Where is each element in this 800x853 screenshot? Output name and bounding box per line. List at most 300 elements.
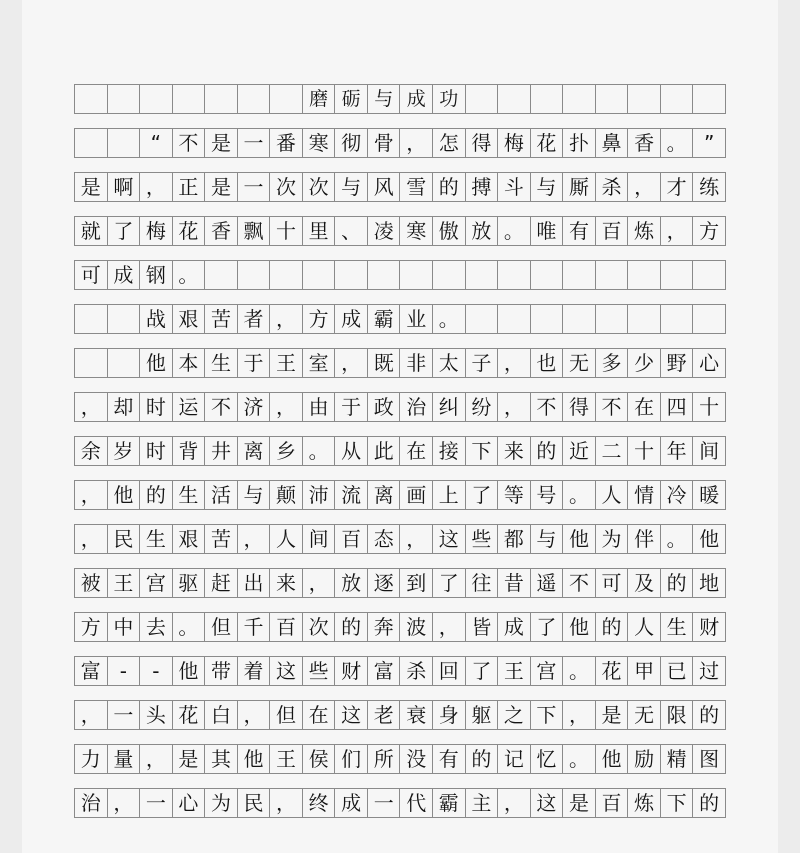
grid-cell: 为 xyxy=(596,525,629,553)
grid-cell: ， xyxy=(140,173,173,201)
grid-cell: 厮 xyxy=(563,173,596,201)
grid-cell: 民 xyxy=(238,789,271,817)
grid-cell: 精 xyxy=(661,745,694,773)
text-line xyxy=(74,612,726,642)
grid-cell: 百 xyxy=(270,613,303,641)
grid-cell: 千 xyxy=(238,613,271,641)
grid-cell: 无 xyxy=(563,349,596,377)
grid-cell: ， xyxy=(270,305,303,333)
grid-cell: 流 xyxy=(335,481,368,509)
grid-cell: 于 xyxy=(335,393,368,421)
grid-cell: 人 xyxy=(596,481,629,509)
grid-cell: 彻 xyxy=(335,129,368,157)
grid-cell: 成 xyxy=(335,305,368,333)
grid-cell: 这 xyxy=(270,657,303,685)
grid-cell: 纠 xyxy=(433,393,466,421)
grid-cell: 是 xyxy=(75,173,108,201)
grid-cell: 甲 xyxy=(628,657,661,685)
grid-cell: 百 xyxy=(596,789,629,817)
grid-cell: 财 xyxy=(693,613,726,641)
grid-cell: 的 xyxy=(596,613,629,641)
grid-cell: 上 xyxy=(433,481,466,509)
grid-cell: ， xyxy=(400,525,433,553)
grid-cell: ， xyxy=(270,789,303,817)
grid-cell: 主 xyxy=(466,789,499,817)
grid-cell: ， xyxy=(335,349,368,377)
grid-cell xyxy=(596,305,629,333)
grid-cell xyxy=(596,261,629,289)
grid-cell: 躯 xyxy=(466,701,499,729)
grid-cell: 飘 xyxy=(238,217,271,245)
grid-cell: ， xyxy=(433,613,466,641)
grid-cell: 生 xyxy=(173,481,206,509)
grid-cell: 生 xyxy=(140,525,173,553)
grid-cell: 王 xyxy=(270,349,303,377)
grid-cell: 。 xyxy=(173,261,206,289)
grid-cell: 王 xyxy=(108,569,141,597)
grid-cell xyxy=(628,85,661,113)
grid-cell xyxy=(238,261,271,289)
grid-cell: 花 xyxy=(173,217,206,245)
grid-cell: 不 xyxy=(531,393,564,421)
grid-cell xyxy=(75,349,108,377)
grid-cell xyxy=(661,261,694,289)
grid-cell: 量 xyxy=(108,745,141,773)
title-row xyxy=(74,84,726,114)
grid-cell xyxy=(466,85,499,113)
grid-cell: 十 xyxy=(270,217,303,245)
grid-cell: 怎 xyxy=(433,129,466,157)
grid-cell: 在 xyxy=(303,701,336,729)
grid-cell: 背 xyxy=(173,437,206,465)
grid-cell: 他 xyxy=(238,745,271,773)
grid-cell: 些 xyxy=(466,525,499,553)
grid-cell: 纷 xyxy=(466,393,499,421)
grid-cell: 。 xyxy=(661,129,694,157)
grid-cell: 逐 xyxy=(368,569,401,597)
grid-cell: 其 xyxy=(205,745,238,773)
grid-cell: 政 xyxy=(368,393,401,421)
grid-cell xyxy=(108,129,141,157)
grid-cell xyxy=(466,261,499,289)
grid-cell: ， xyxy=(498,789,531,817)
text-line xyxy=(74,348,726,378)
grid-cell xyxy=(693,261,726,289)
grid-cell: 次 xyxy=(270,173,303,201)
grid-cell: ， xyxy=(498,393,531,421)
grid-cell: 限 xyxy=(661,701,694,729)
grid-cell: 钢 xyxy=(140,261,173,289)
grid-cell: ， xyxy=(75,393,108,421)
grid-cell: 花 xyxy=(531,129,564,157)
grid-cell xyxy=(498,305,531,333)
grid-cell: 这 xyxy=(531,789,564,817)
grid-cell: 凌 xyxy=(368,217,401,245)
grid-cell: 但 xyxy=(205,613,238,641)
grid-cell: 。 xyxy=(563,745,596,773)
grid-cell: 沛 xyxy=(303,481,336,509)
grid-cell: 成 xyxy=(335,789,368,817)
grid-cell xyxy=(628,261,661,289)
grid-cell: 去 xyxy=(140,613,173,641)
grid-cell: 一 xyxy=(238,173,271,201)
text-line xyxy=(74,568,726,598)
grid-cell: 鼻 xyxy=(596,129,629,157)
grid-cell: 画 xyxy=(400,481,433,509)
grid-cell: ， xyxy=(563,701,596,729)
grid-cell: 白 xyxy=(205,701,238,729)
grid-cell: 得 xyxy=(466,129,499,157)
grid-cell xyxy=(498,261,531,289)
title-char: 功 xyxy=(433,85,466,113)
grid-cell xyxy=(498,85,531,113)
grid-cell: 驱 xyxy=(173,569,206,597)
grid-cell: 乡 xyxy=(270,437,303,465)
grid-cell xyxy=(270,261,303,289)
grid-cell: 为 xyxy=(205,789,238,817)
grid-cell: 雪 xyxy=(400,173,433,201)
grid-cell: 可 xyxy=(596,569,629,597)
grid-cell: 已 xyxy=(661,657,694,685)
grid-cell: 一 xyxy=(140,789,173,817)
grid-cell: 们 xyxy=(335,745,368,773)
grid-cell: 运 xyxy=(173,393,206,421)
grid-cell xyxy=(205,85,238,113)
grid-cell: 。 xyxy=(498,217,531,245)
grid-cell: 十 xyxy=(693,393,726,421)
text-line xyxy=(74,172,726,202)
grid-cell xyxy=(563,261,596,289)
grid-cell: 到 xyxy=(400,569,433,597)
grid-cell: 者 xyxy=(238,305,271,333)
grid-cell: 骨 xyxy=(368,129,401,157)
text-line xyxy=(74,788,726,818)
grid-cell: 皆 xyxy=(466,613,499,641)
grid-cell: 不 xyxy=(173,129,206,157)
grid-cell: - xyxy=(108,657,141,685)
grid-cell: 离 xyxy=(238,437,271,465)
grid-cell: 炼 xyxy=(628,217,661,245)
grid-cell: 老 xyxy=(368,701,401,729)
text-line xyxy=(74,480,726,510)
text-line xyxy=(74,128,726,158)
grid-cell: 。 xyxy=(433,305,466,333)
grid-cell: 冷 xyxy=(661,481,694,509)
text-line xyxy=(74,260,726,290)
grid-cell: 寒 xyxy=(400,217,433,245)
grid-cell xyxy=(368,261,401,289)
grid-cell: 富 xyxy=(75,657,108,685)
grid-cell: 下 xyxy=(531,701,564,729)
grid-cell: 所 xyxy=(368,745,401,773)
grid-cell: 太 xyxy=(433,349,466,377)
grid-cell: 与 xyxy=(531,525,564,553)
grid-cell: 非 xyxy=(400,349,433,377)
grid-cell: 霸 xyxy=(368,305,401,333)
grid-cell: 时 xyxy=(140,437,173,465)
grid-cell: 十 xyxy=(628,437,661,465)
manuscript-grid xyxy=(74,84,726,832)
grid-cell: ， xyxy=(270,393,303,421)
grid-cell xyxy=(205,261,238,289)
text-line xyxy=(74,744,726,774)
grid-cell: 了 xyxy=(531,613,564,641)
grid-cell xyxy=(596,85,629,113)
grid-cell: 了 xyxy=(108,217,141,245)
grid-cell: 斗 xyxy=(498,173,531,201)
grid-cell: 情 xyxy=(628,481,661,509)
grid-cell: 人 xyxy=(628,613,661,641)
grid-cell: 从 xyxy=(335,437,368,465)
grid-cell: 下 xyxy=(466,437,499,465)
grid-cell: 得 xyxy=(563,393,596,421)
text-line xyxy=(74,436,726,466)
grid-cell: 、 xyxy=(335,217,368,245)
grid-cell: 过 xyxy=(693,657,726,685)
grid-cell: 他 xyxy=(693,525,726,553)
title-char: 磨 xyxy=(303,85,336,113)
grid-cell: 是 xyxy=(563,789,596,817)
grid-cell: 放 xyxy=(335,569,368,597)
grid-cell: 成 xyxy=(108,261,141,289)
grid-cell: 治 xyxy=(75,789,108,817)
grid-cell: 番 xyxy=(270,129,303,157)
grid-cell: 是 xyxy=(173,745,206,773)
grid-cell: 无 xyxy=(628,701,661,729)
grid-cell xyxy=(75,305,108,333)
grid-cell: 他 xyxy=(563,613,596,641)
grid-cell: 业 xyxy=(400,305,433,333)
grid-cell: 傲 xyxy=(433,217,466,245)
grid-cell: ， xyxy=(238,701,271,729)
grid-cell: 他 xyxy=(596,745,629,773)
grid-cell: 与 xyxy=(531,173,564,201)
grid-cell: 放 xyxy=(466,217,499,245)
grid-cell: 有 xyxy=(433,745,466,773)
grid-cell: 的 xyxy=(466,745,499,773)
grid-cell: 的 xyxy=(433,173,466,201)
grid-cell: 寒 xyxy=(303,129,336,157)
grid-cell: ， xyxy=(238,525,271,553)
text-line xyxy=(74,524,726,554)
grid-cell: 是 xyxy=(205,129,238,157)
grid-cell: 啊 xyxy=(108,173,141,201)
grid-cell: 霸 xyxy=(433,789,466,817)
title-char: 成 xyxy=(400,85,433,113)
grid-cell: 本 xyxy=(173,349,206,377)
grid-cell: 等 xyxy=(498,481,531,509)
grid-cell xyxy=(433,261,466,289)
grid-cell: 有 xyxy=(563,217,596,245)
grid-cell: 。 xyxy=(563,657,596,685)
grid-cell: 他 xyxy=(140,349,173,377)
grid-cell: 侯 xyxy=(303,745,336,773)
grid-cell: 王 xyxy=(270,745,303,773)
grid-cell: 了 xyxy=(466,481,499,509)
grid-cell: 衰 xyxy=(400,701,433,729)
grid-cell: 年 xyxy=(661,437,694,465)
grid-cell xyxy=(400,261,433,289)
grid-cell: 地 xyxy=(693,569,726,597)
grid-cell: 既 xyxy=(368,349,401,377)
grid-cell: 就 xyxy=(75,217,108,245)
grid-cell: 这 xyxy=(433,525,466,553)
grid-cell: 却 xyxy=(108,393,141,421)
grid-cell: 这 xyxy=(335,701,368,729)
grid-cell xyxy=(563,305,596,333)
grid-cell: 风 xyxy=(368,173,401,201)
grid-cell: 波 xyxy=(400,613,433,641)
grid-cell: 的 xyxy=(693,789,726,817)
grid-cell: 此 xyxy=(368,437,401,465)
grid-cell: 正 xyxy=(173,173,206,201)
grid-cell: 搏 xyxy=(466,173,499,201)
grid-cell: 富 xyxy=(368,657,401,685)
grid-cell: 百 xyxy=(596,217,629,245)
grid-cell: 但 xyxy=(270,701,303,729)
grid-cell: 花 xyxy=(173,701,206,729)
grid-cell: 于 xyxy=(238,349,271,377)
grid-cell xyxy=(270,85,303,113)
grid-cell: ， xyxy=(75,481,108,509)
grid-cell: 心 xyxy=(173,789,206,817)
grid-cell: 战 xyxy=(140,305,173,333)
grid-cell: 来 xyxy=(498,437,531,465)
grid-cell: 暖 xyxy=(693,481,726,509)
grid-cell: 民 xyxy=(108,525,141,553)
grid-cell: - xyxy=(140,657,173,685)
grid-cell xyxy=(173,85,206,113)
grid-cell: 四 xyxy=(661,393,694,421)
grid-cell: 的 xyxy=(661,569,694,597)
grid-cell: ” xyxy=(693,129,726,157)
grid-cell: 时 xyxy=(140,393,173,421)
grid-cell: 香 xyxy=(628,129,661,157)
grid-cell: 在 xyxy=(628,393,661,421)
grid-cell: 他 xyxy=(108,481,141,509)
grid-cell xyxy=(661,305,694,333)
grid-cell: ， xyxy=(303,569,336,597)
grid-cell: 炼 xyxy=(628,789,661,817)
grid-cell: 二 xyxy=(596,437,629,465)
title-char: 与 xyxy=(368,85,401,113)
grid-cell xyxy=(531,85,564,113)
grid-cell: 济 xyxy=(238,393,271,421)
grid-cell: 一 xyxy=(368,789,401,817)
grid-cell: 没 xyxy=(400,745,433,773)
grid-cell: 。 xyxy=(563,481,596,509)
grid-cell: 被 xyxy=(75,569,108,597)
grid-cell: 与 xyxy=(238,481,271,509)
grid-cell: 生 xyxy=(661,613,694,641)
grid-cell: 艰 xyxy=(173,305,206,333)
grid-cell: 一 xyxy=(238,129,271,157)
grid-cell: 梅 xyxy=(140,217,173,245)
grid-cell: 奔 xyxy=(368,613,401,641)
grid-cell: 下 xyxy=(661,789,694,817)
grid-cell: 态 xyxy=(368,525,401,553)
grid-cell: ， xyxy=(498,349,531,377)
grid-cell: 的 xyxy=(531,437,564,465)
grid-cell: 回 xyxy=(433,657,466,685)
grid-cell xyxy=(108,349,141,377)
grid-cell xyxy=(335,261,368,289)
grid-cell: 。 xyxy=(661,525,694,553)
grid-cell: 是 xyxy=(596,701,629,729)
grid-cell: 来 xyxy=(270,569,303,597)
grid-cell: 心 xyxy=(693,349,726,377)
grid-cell: 着 xyxy=(238,657,271,685)
grid-cell: 不 xyxy=(563,569,596,597)
grid-cell: 子 xyxy=(466,349,499,377)
text-line xyxy=(74,392,726,422)
title-char: 砺 xyxy=(335,85,368,113)
grid-cell: ， xyxy=(108,789,141,817)
grid-cell: 少 xyxy=(628,349,661,377)
grid-cell: 杀 xyxy=(400,657,433,685)
grid-cell xyxy=(693,85,726,113)
grid-cell xyxy=(238,85,271,113)
text-line xyxy=(74,216,726,246)
grid-cell: 活 xyxy=(205,481,238,509)
grid-cell xyxy=(628,305,661,333)
grid-cell: 练 xyxy=(693,173,726,201)
grid-cell: 治 xyxy=(400,393,433,421)
grid-cell: 些 xyxy=(303,657,336,685)
grid-cell: ， xyxy=(75,525,108,553)
text-line xyxy=(74,304,726,334)
grid-cell: 之 xyxy=(498,701,531,729)
grid-cell: 百 xyxy=(335,525,368,553)
grid-cell: 了 xyxy=(466,657,499,685)
grid-cell: 号 xyxy=(531,481,564,509)
grid-cell: 岁 xyxy=(108,437,141,465)
grid-cell: 的 xyxy=(140,481,173,509)
grid-cell: 可 xyxy=(75,261,108,289)
grid-cell: 了 xyxy=(433,569,466,597)
grid-cell: 忆 xyxy=(531,745,564,773)
grid-cell: 近 xyxy=(563,437,596,465)
grid-cell: 都 xyxy=(498,525,531,553)
grid-cell: 财 xyxy=(335,657,368,685)
grid-cell: 野 xyxy=(661,349,694,377)
grid-cell: 身 xyxy=(433,701,466,729)
grid-cell xyxy=(563,85,596,113)
grid-cell: 励 xyxy=(628,745,661,773)
grid-cell: 代 xyxy=(400,789,433,817)
grid-cell xyxy=(108,305,141,333)
grid-cell: 由 xyxy=(303,393,336,421)
grid-cell: 他 xyxy=(173,657,206,685)
grid-cell: 次 xyxy=(303,173,336,201)
grid-cell: 间 xyxy=(693,437,726,465)
grid-cell: 。 xyxy=(303,437,336,465)
text-line xyxy=(74,656,726,686)
grid-cell: 苦 xyxy=(205,305,238,333)
grid-cell: 不 xyxy=(596,393,629,421)
grid-cell: 的 xyxy=(335,613,368,641)
grid-cell: 遥 xyxy=(531,569,564,597)
grid-cell: 带 xyxy=(205,657,238,685)
grid-cell: 往 xyxy=(466,569,499,597)
grid-cell: 梅 xyxy=(498,129,531,157)
grid-cell: 次 xyxy=(303,613,336,641)
grid-cell: 是 xyxy=(205,173,238,201)
grid-cell: 生 xyxy=(205,349,238,377)
grid-cell: 一 xyxy=(108,701,141,729)
grid-cell: 伴 xyxy=(628,525,661,553)
grid-cell: 及 xyxy=(628,569,661,597)
